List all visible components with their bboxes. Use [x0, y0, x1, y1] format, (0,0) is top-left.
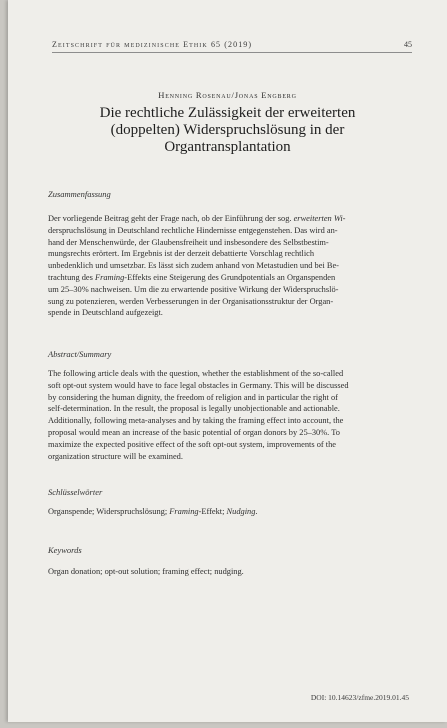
doi-footer: DOI: 10.14623/zfme.2019.01.45	[310, 693, 409, 702]
text-line: Organ donation; opt-out solution; framing effect; nudging.	[48, 567, 244, 576]
text-line: Additionally, following meta-analyses and by taking the framing effect into account, the	[48, 416, 344, 426]
article-authors: Henning Rosenau/Jonas Engberg	[158, 90, 297, 100]
title-line: Organtransplantation	[164, 139, 291, 155]
text-line: spende in Deutschland aufgezeigt.	[48, 308, 163, 318]
text-line: maximize the expected positive effect of the soft opt-out system, improvements of the	[48, 439, 337, 449]
article-title	[48, 105, 407, 156]
text-line: unbedenklich und umsetzbar. Es lässt sich zudem anhand von Metastudien und bei Be-	[48, 261, 339, 271]
title-line: (doppelten) Widerspruchslösung in der	[110, 122, 345, 138]
keywords-text	[48, 566, 416, 578]
page-number: 45	[404, 40, 412, 49]
zusammenfassung-heading: Zusammenfassung	[48, 189, 111, 199]
text-line: um 25–30% nachweisen. Um die zu erwartende positive Wirkung der Widerspruchslö-	[48, 284, 339, 294]
text-line: trachtung des Framing-Effekts eine Steigerung des Grundpotentials an Organspenden	[48, 272, 336, 282]
abstract-text	[48, 368, 416, 462]
schluesselwoerter-text	[48, 506, 416, 518]
schluesselwoerter-heading: Schlüsselwörter	[48, 487, 103, 497]
paper-page	[8, 0, 447, 722]
journal-name: Zeitschrift für medizinische Ethik 65 (2019)	[52, 40, 253, 49]
text-line: mungsrechts erörtert. Im Ergebnis ist der derzeit debattierte Vorschlag rechtlich	[48, 249, 315, 259]
abstract-heading: Abstract/Summary	[48, 349, 112, 359]
text-line: Der vorliegende Beitrag geht der Frage nach, ob der Einführung der sog. erweiterten Wi-	[48, 214, 346, 223]
text-line: self-determination. In the result, the proposal is legally unobjectionable and actionable.	[48, 404, 340, 414]
text-line: Organspende; Widerspruchslösung; Framing-Effekt; Nudging.	[48, 507, 258, 516]
text-line: organization structure will be examined.	[48, 451, 183, 461]
text-line: derspruchslösung in Deutschland rechtliche Hindernisse entgegenstehen. Das wird an-	[48, 225, 338, 235]
keywords-heading: Keywords	[48, 545, 82, 555]
title-line: Die rechtliche Zulässigkeit der erweiterten	[99, 105, 356, 121]
text-line: The following article deals with the question, whether the establishment of the so-called	[48, 369, 344, 378]
text-line: proposal would mean an increase of the basic potential of organ donors by 25–30%. To	[48, 427, 340, 437]
text-line: by considering the human dignity, the freedom of religion and in particular the right of	[48, 392, 338, 402]
text-line: sung zu potenzieren, werden Verbesserungen in der Organisationsstruktur der Organ-	[48, 296, 334, 306]
running-head	[52, 40, 412, 53]
text-line: soft opt-out system would have to face legal obstacles in Germany. This will be discussed	[48, 380, 349, 390]
text-line: hand der Menschenwürde, der Glaubensfreiheit und insbesondere des Selbstbestim-	[48, 237, 329, 247]
zusammenfassung-text	[48, 213, 416, 319]
